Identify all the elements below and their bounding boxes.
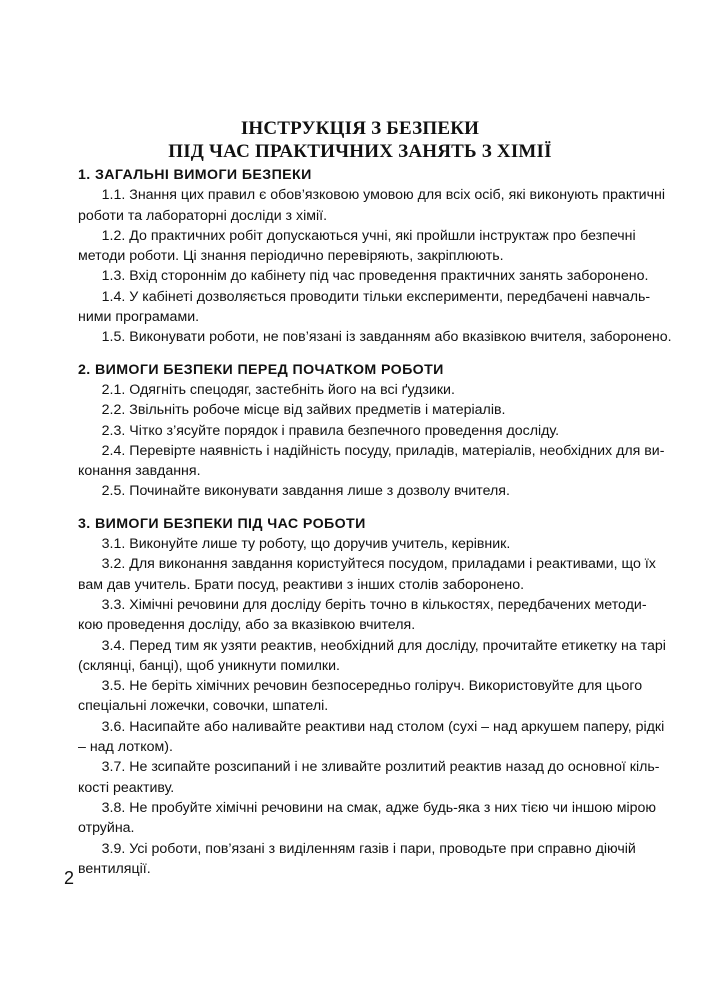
text-line: вентиляції. <box>78 860 151 877</box>
text-line: (склянці, банці), щоб уникнути помилки. <box>78 657 340 674</box>
text-line: 2.4. Перевірте наявність і надійність посуду, приладів, матеріалів, необхідних для ви- <box>78 442 665 459</box>
text-line: конання завдання. <box>78 463 201 480</box>
text-line: 2.1. Одягніть спецодяг, застебніть його на всі ґудзики. <box>78 381 455 398</box>
section-heading: 1. ЗАГАЛЬНІ ВИМОГИ БЕЗПЕКИ <box>78 167 312 183</box>
text-line: 1.3. Вхід стороннім до кабінету під час проведення практичних занять заборонено. <box>78 268 649 285</box>
text-line: 3.5. Не беріть хімічних речовин безпосередньо голіруч. Використовуйте для цього <box>78 678 643 695</box>
text-line: 3.8. Не пробуйте хімічні речовини на смак, адже будь-яка з них тією чи іншою мірою <box>78 799 657 816</box>
text-line: 1.4. У кабінеті дозволяється проводити тільки експерименти, передбачені навчаль- <box>78 288 651 305</box>
text-line: 1.1. Знання цих правил є обов’язковою умовою для всіх осіб, які виконують практичні <box>78 187 665 204</box>
text-line: вам дав учитель. Брати посуд, реактиви з інших столів заборонено. <box>78 576 525 593</box>
page-number: 2 <box>64 868 75 888</box>
document-title-line-1: ІНСТРУКЦІЯ З БЕЗПЕКИ <box>240 118 480 139</box>
text-line: 3.2. Для виконання завдання користуйтеся посудом, приладами і реактивами, що їх <box>78 556 656 573</box>
text-line: спеціальні ложечки, совочки, шпателі. <box>78 698 329 715</box>
document-body <box>78 165 674 879</box>
text-line: 3.3. Хімічні речовини для досліду беріть точно в кількостях, передбачених методи- <box>78 596 647 613</box>
text-line: 3.6. Насипайте або наливайте реактиви над столом (сухі – над аркушем паперу, рідкі <box>78 718 665 735</box>
section-heading: 3. ВИМОГИ БЕЗПЕКИ ПІД ЧАС РОБОТИ <box>78 515 366 532</box>
text-line: ними програмами. <box>78 309 200 326</box>
text-line: методи роботи. Ці знання періодично перевіряють, закріплюють. <box>78 248 504 265</box>
text-line: роботи та лабораторні досліди з хімії. <box>78 207 328 224</box>
text-line: 2.3. Чітко з’ясуйте порядок і правила безпечного проведення досліду. <box>78 422 560 439</box>
text-line: кості реактиву. <box>78 779 175 796</box>
text-line: 2.2. Звільніть робоче місце від зайвих предметів і матеріалів. <box>78 402 506 419</box>
text-line: кою проведення досліду, або за вказівкою вчителя. <box>78 617 416 634</box>
text-line: 3.9. Усі роботи, пов’язані з виділенням газів і пари, проводьте при справно діючій <box>78 840 636 857</box>
text-line: 3.7. Не зсипайте розсипаний і не зливайте розлитий реактив назад до основної кіль- <box>78 759 660 776</box>
text-line: отруйна. <box>78 820 135 837</box>
text-line: – над лотком). <box>78 739 173 756</box>
text-line: 2.5. Починайте виконувати завдання лише з дозволу вчителя. <box>78 483 510 500</box>
text-line: 1.2. До практичних робіт допускаються учні, які пройшли інструктаж про безпечні <box>78 227 636 244</box>
text-line: 3.4. Перед тим як узяти реактив, необхідний для досліду, прочитайте етикетку на тарі <box>78 637 666 654</box>
text-line: 1.5. Виконувати роботи, не пов’язані із завданням або вказівкою вчителя, заборонено. <box>78 329 672 346</box>
text-line: 3.1. Виконуйте лише ту роботу, що доручив учитель, керівник. <box>78 536 511 553</box>
document-title-line-2: ПІД ЧАС ПРАКТИЧНИХ ЗАНЯТЬ З ХІМІЇ <box>168 141 552 162</box>
section-heading: 2. ВИМОГИ БЕЗПЕКИ ПЕРЕД ПОЧАТКОМ РОБОТИ <box>78 361 444 378</box>
